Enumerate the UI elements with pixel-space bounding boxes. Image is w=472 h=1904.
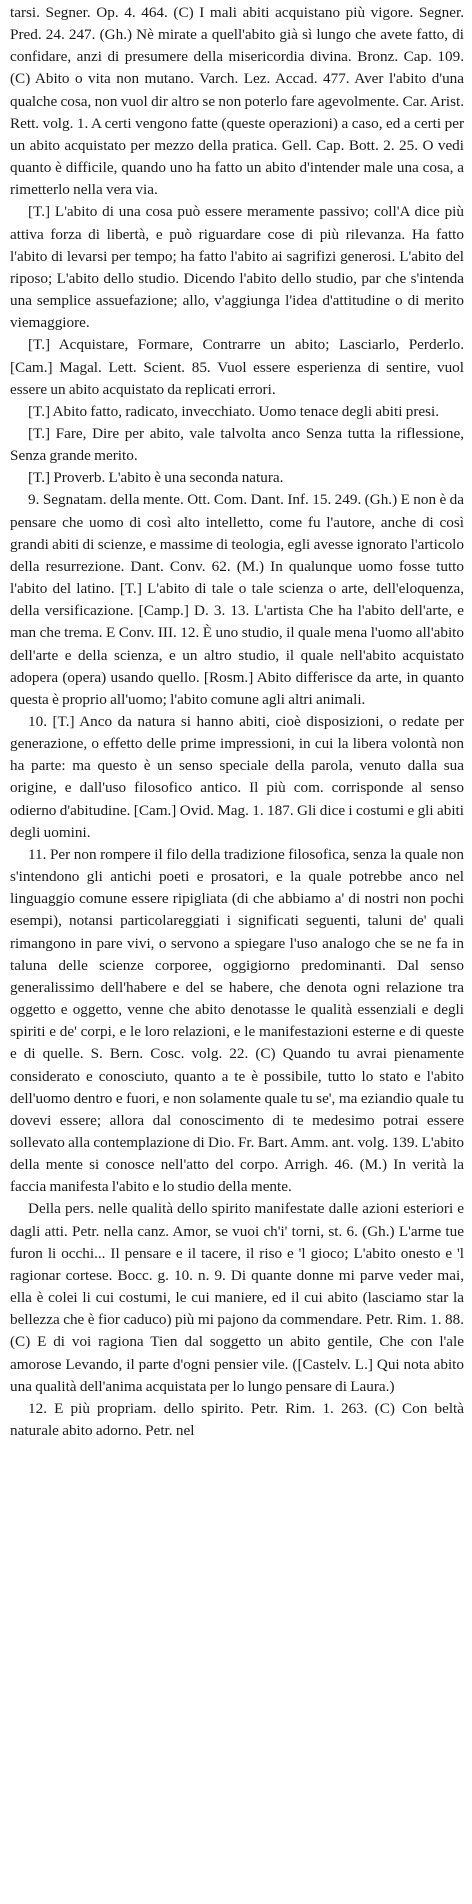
entry-paragraph: [T.] Fare, Dire per abito, vale talvolta anco Senza tutta la riflessione, Senza grande merito. (10, 424, 464, 465)
sense-10-paragraph: 10. [T.] Anco da natura si hanno abiti, cioè disposizioni, o redate per generazione, o effetto delle prime impressioni, in cui la libera volontà non ha parte: ma questo è un senso speciale della parola, venuto dalla sua origine, e dall'uso filosofico antico. Il più com. corrisponde al senso odierno d'abitudine. [Cam.] Ovid. Mag. 1. 187. Gli dice i costumi e gli abiti degli uomini. (10, 713, 464, 841)
entry-paragraph: [T.] L'abito di una cosa può essere meramente passivo; coll'A dice più attiva forza di libertà, e può riguardare cose di più rilevanza. Ha fatto l'abito di levarsi per tempo; ha fatto l'abito ai sagrifizi generosi. L'abito del riposo; L'abito dello studio. Dicendo l'abito dello studio, par che s'intenda una semplice assuefazione; allo, v'aggiunga l'idea d'attitudine o di merito viemaggiore. (10, 203, 464, 332)
entry-paragraph: tarsi. Segner. Op. 4. 464. (C) I mali abiti acquistano più vigore. Segner. Pred. 24. 247. (Gh.) Nè mirate a quell'abito già sì lungo che avete fatto, di confidare, anzi di presumere della misericordia divina. Bronz. Cap. 109. (C) Abito o vita non mutano. Varch. Lez. Accad. 477. Aver l'abito d'una qualche cosa, non vuol dir altro se non poterlo fare agevolmente. Car. Arist. Rett. volg. 1. A certi vengono fatte (queste operazioni) a caso, ed a certi per un abito acquistato per mezzo della pratica. Gell. Cap. Bott. 2. 25. O vedi quanto è difficile, quando uno ha fatto un abito d'intender male una cosa, a rimetterlo nella vera via. (10, 4, 464, 199)
sense-9-paragraph: 9. Segnatam. della mente. Ott. Com. Dant. Inf. 15. 249. (Gh.) E non è da pensare che uomo di così alto intelletto, come fu l'autore, anche di così grandi abiti di scienze, e massime di teologia, egli avesse ignorato l'articolo della resurrezione. Dant. Conv. 62. (M.) In qualunque uomo fosse tutto l'abito del latino. [T.] L'abito di tale o tale scienza o arte, dell'eloquenza, della versificazione. [Camp.] D. 3. 13. L'artista Che ha l'abito dell'arte, e man che trema. E Conv. III. 12. È uno studio, il quale mena l'uomo all'abito dell'arte e della scienza, e un altro studio, il quale nell'abito acquistato adopera (opera) usando quello. [Rosm.] Abito differisce da arte, in quanto questa è proprio all'uomo; l'abito comune agli altri animali. (10, 491, 464, 708)
entry-paragraph: [T.] Abito fatto, radicato, invecchiato. Uomo tenace degli abiti presi. (28, 402, 440, 420)
sense-12-paragraph: 12. E più propriam. dello spirito. Petr. Rim. 1. 263. (C) Con beltà naturale abito adorno. Petr. nel (10, 1399, 464, 1439)
entry-paragraph: [T.] Proverb. L'abito è una seconda natura. (28, 469, 284, 487)
entry-paragraph: [T.] Acquistare, Formare, Contrarre un abito; Lasciarlo, Perderlo. [Cam.] Magal. Lett. Scient. 85. Vuol essere esperienza di sentire, vuol essere un abito acquistato da replicati errori. (10, 336, 464, 398)
entry-paragraph: Della pers. nelle qualità dello spirito manifestate dalle azioni esteriori e dagli atti. Petr. nella canz. Amor, se vuoi ch'i' torni, st. 6. (Gh.) L'arme tue furon li occhi... Il pensare e il tacere, il riso e 'l gioco; L'abito onesto e 'l ragionar cortese. Bocc. g. 10. n. 9. Di quante donne mi parve veder mai, ella è colei li cui costumi, le cui maniere, ed il cui abito (lasciamo star la bellezza che è fior caduco) più mi pajono da commendare. Petr. Rim. 1. 88. (C) E di voi ragiona Tien dal soggetto un abito gentile, Che con l'ale amorose Levando, il parte d'ogni pensier vile. ([Castelv. L.] Qui nota abito una qualità dell'anima acquistata per lo lungo pensare di Laura.) (10, 1200, 464, 1395)
sense-11-paragraph: 11. Per non rompere il filo della tradizione filosofica, senza la quale non s'intendono gli antichi poeti e prosatori, e la quale potrebbe anco nel linguaggio comune essere ripigliata (di che abbiamo a' di nostri non pochi esempi), notansi particolareggiati i significati seguenti, taluni de' quali rimangono in pare vivi, o servono a spiegare l'uso analogo che se ne fa in taluna delle scienze corporee, oggigiorno predominanti. Dal senso generalissimo dell'habere e del se habere, che denota ogni relazione tra oggetto e oggetto, venne che abito denotasse le qualità essenziali e degli spiriti e de' corpi, e le loro relazioni, e le manifestazioni esterne e di queste e di quelle. S. Bern. Cosc. volg. 22. (C) Quando tu avrai pienamente considerato e conosciuto, quanto a te è possibile, tutto lo stato e l'abito dell'uomo dentro e fuori, e non solamente quale tu se', ma eziandio quale tu dovevi essere; allora dal conoscimento di te medesimo potrai essere sollevato alla contemplazione di Dio. Fr. Bart. Amm. ant. volg. 139. L'abito della mente si conosce nell'atto del corpo. Arrigh. 46. (M.) In verità la faccia manifesta l'abito e lo studio della mente. (10, 845, 464, 1196)
